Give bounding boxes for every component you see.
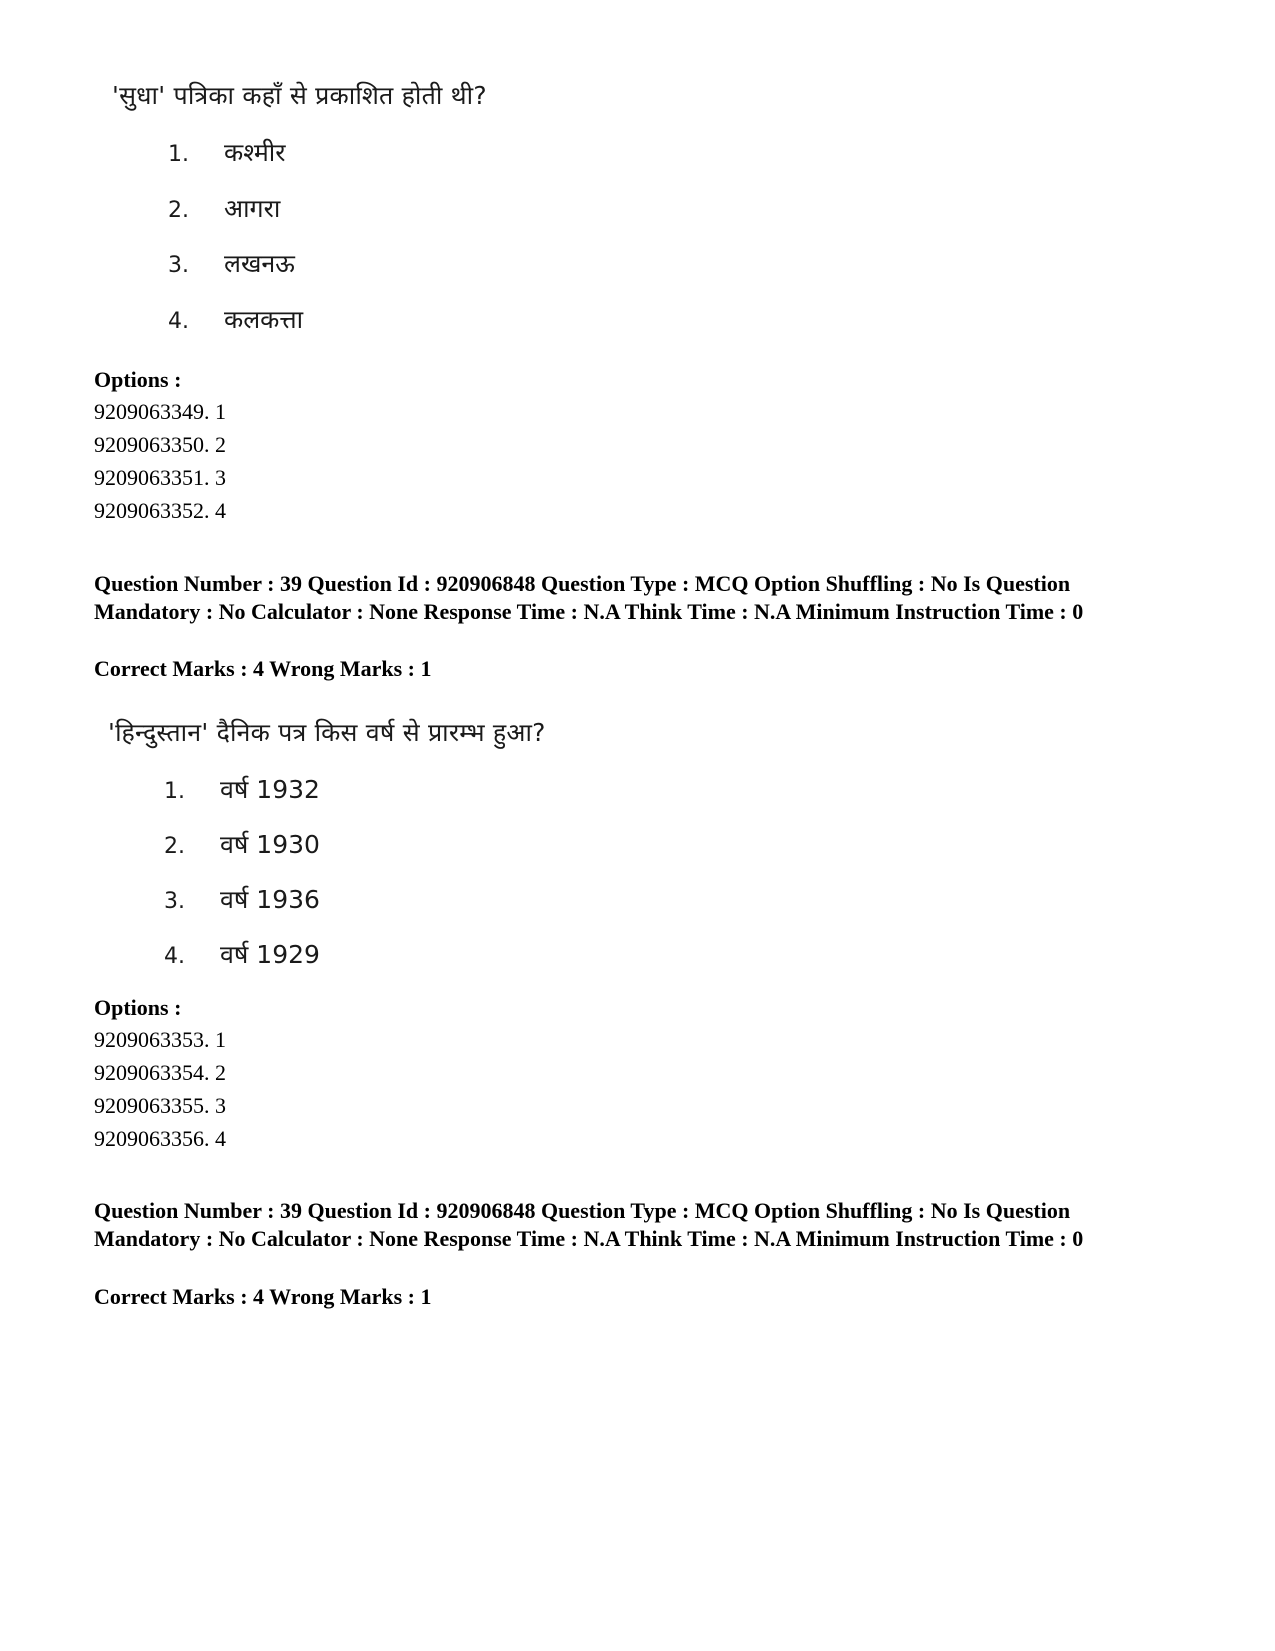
choice-text: लखनऊ <box>224 249 295 278</box>
choice-item <box>164 772 320 806</box>
choice-text: वर्ष 1932 <box>220 775 320 804</box>
option-item: 9209063354. 2 <box>94 1060 226 1085</box>
choice-number: 2. <box>168 198 189 223</box>
question-metadata: Question Number : 39 Question Id : 920906848 Question Type : MCQ Option Shuffling : No Is Question Mandatory : No Calculator : None Response Time : N.A Think Time : N.A Minimum Instruction Time : 0 <box>94 571 1084 624</box>
choice-number: 3. <box>168 253 189 278</box>
choice-item <box>164 882 320 916</box>
choice-text: वर्ष 1936 <box>220 885 320 914</box>
option-item: 9209063350. 2 <box>94 432 226 457</box>
options-heading: Options : <box>94 367 182 392</box>
choice-item <box>168 135 285 169</box>
choice-item <box>168 302 303 336</box>
choice-text: कलकत्ता <box>224 305 304 334</box>
choice-text: वर्ष 1929 <box>220 940 320 969</box>
option-item: 9209063355. 3 <box>94 1093 226 1118</box>
options-heading: Options : <box>94 995 182 1020</box>
choice-item <box>164 827 320 861</box>
choice-number: 1. <box>164 779 185 804</box>
choice-text: वर्ष 1930 <box>220 830 320 859</box>
choice-number: 3. <box>164 889 185 914</box>
choice-item <box>168 246 295 280</box>
question-stem: 'सुधा' पत्रिका कहाँ से प्रकाशित होती थी? <box>112 81 487 110</box>
marks-line: Correct Marks : 4 Wrong Marks : 1 <box>94 656 432 681</box>
choice-number: 2. <box>164 834 185 859</box>
options-list <box>94 395 226 527</box>
option-item: 9209063353. 1 <box>94 1027 226 1052</box>
option-item: 9209063356. 4 <box>94 1126 226 1151</box>
choice-number: 4. <box>164 944 185 969</box>
choice-item <box>168 191 280 225</box>
question-stem: 'हिन्दुस्तान' दैनिक पत्र किस वर्ष से प्रारम्भ हुआ? <box>108 718 546 747</box>
choice-item <box>164 937 320 971</box>
option-item: 9209063352. 4 <box>94 498 226 523</box>
choice-number: 4. <box>168 309 189 334</box>
marks-line: Correct Marks : 4 Wrong Marks : 1 <box>94 1284 432 1309</box>
choice-number: 1. <box>168 142 189 167</box>
choice-text: आगरा <box>224 194 281 223</box>
option-item: 9209063351. 3 <box>94 465 226 490</box>
question-metadata: Question Number : 39 Question Id : 920906848 Question Type : MCQ Option Shuffling : No Is Question Mandatory : No Calculator : None Response Time : N.A Think Time : N.A Minimum Instruction Time : 0 <box>94 1198 1084 1251</box>
option-item: 9209063349. 1 <box>94 399 226 424</box>
options-list <box>94 1023 226 1155</box>
choice-text: कश्मीर <box>224 138 286 167</box>
